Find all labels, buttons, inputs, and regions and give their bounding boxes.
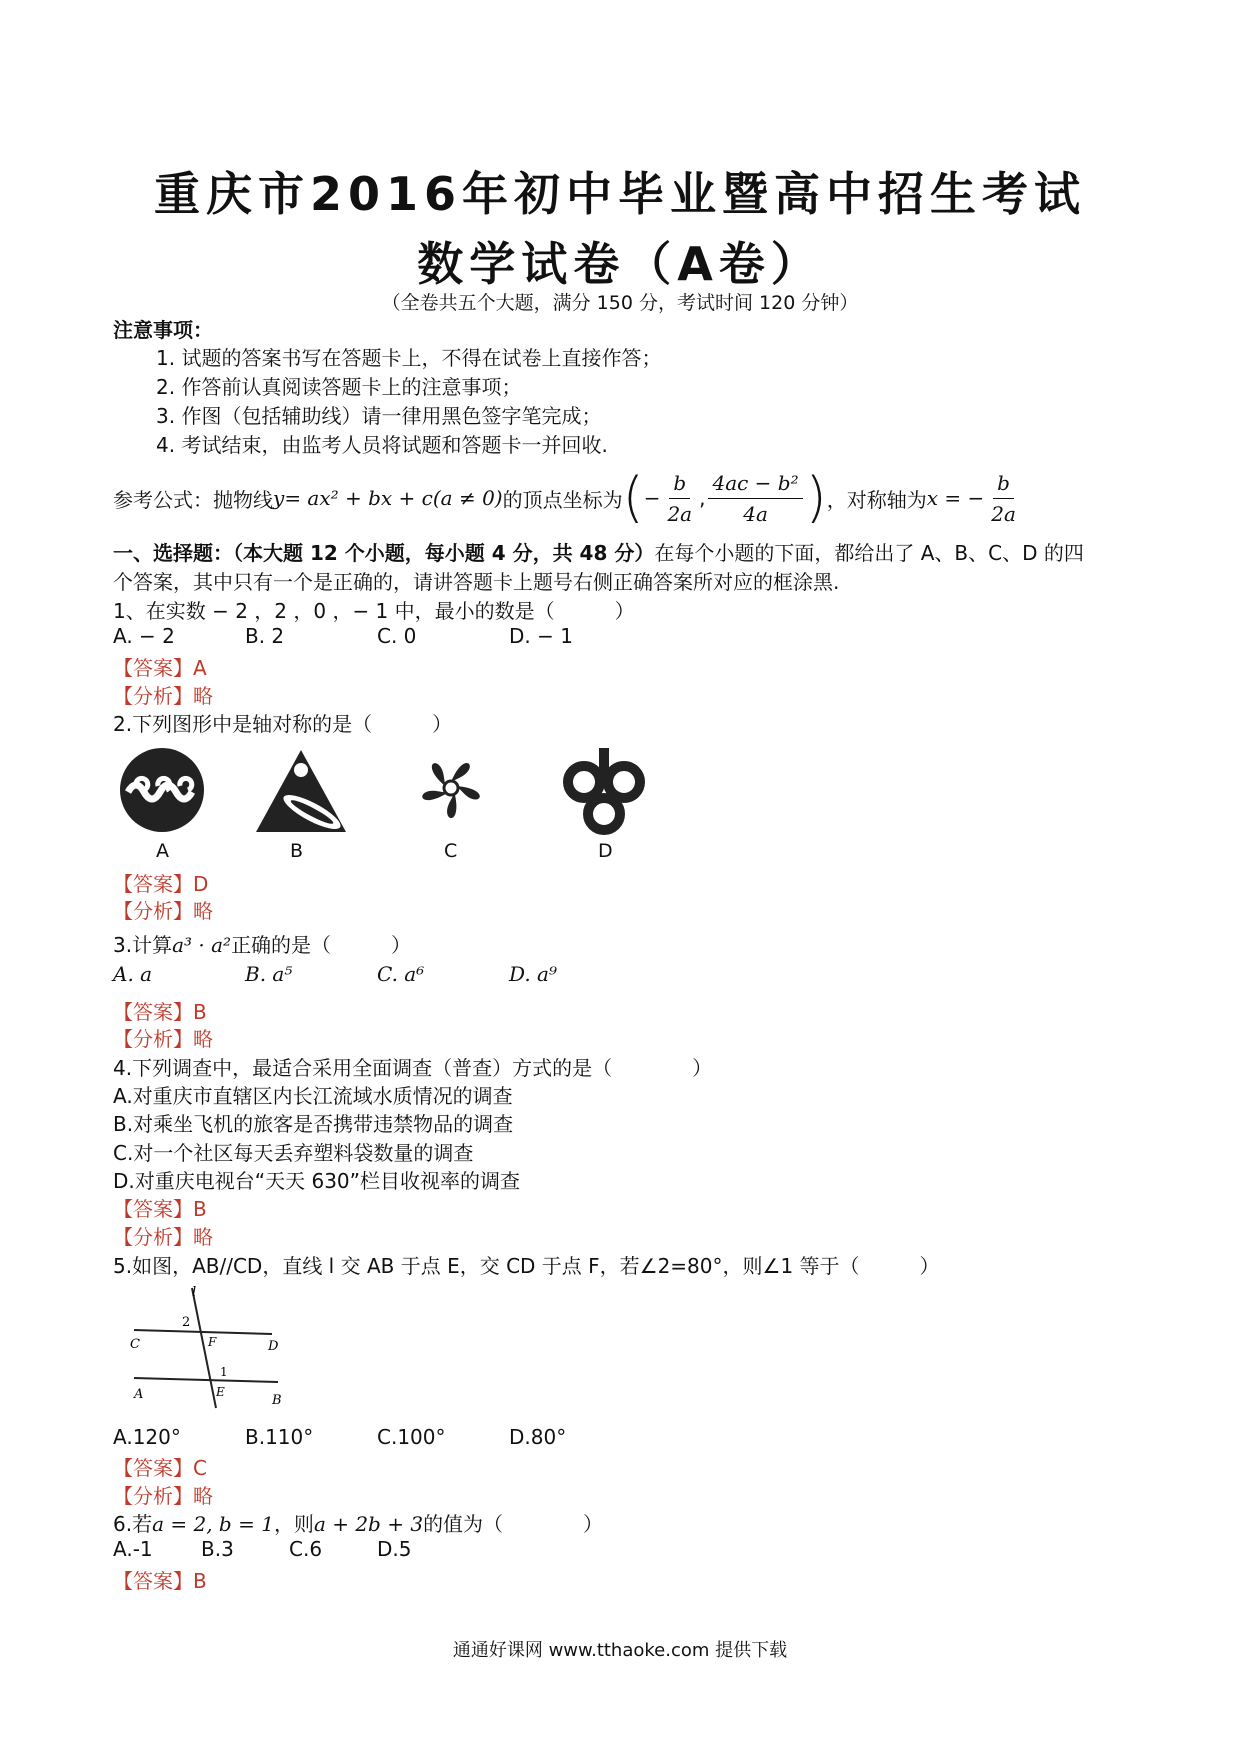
page-footer: 通通好课网 www.tthaoke.com 提供下载 xyxy=(452,1640,788,1661)
fig-label-e: E xyxy=(216,1385,225,1399)
question-3-stem: 3.计算a³ · a²正确的是（ ） xyxy=(113,933,412,957)
q4-option-c: C.对一个社区每天丢弃塑料袋数量的调查 xyxy=(113,1141,474,1165)
notice-item: 3. 作图（包括辅助线）请一律用黑色签字笔完成； xyxy=(156,404,602,428)
formula-vertex-text: 的顶点坐标为 xyxy=(502,487,623,512)
formula-prefix: 参考公式：抛物线 xyxy=(113,487,273,512)
formula-axis-x: x = − xyxy=(926,486,985,510)
fraction-axis: $\frac{b}{2a}$ xyxy=(991,470,1016,526)
q5-option-d: D.80° xyxy=(509,1425,567,1449)
q5-option-a: A.120° xyxy=(113,1425,181,1449)
figure-d-rings xyxy=(558,744,650,836)
q6-option-b: B.3 xyxy=(201,1537,234,1561)
figure-c-label: C xyxy=(444,840,458,862)
right-paren: ) xyxy=(805,466,827,529)
notice-item: 1. 试题的答案书写在答题卡上，不得在试卷上直接作答； xyxy=(156,346,662,370)
q6-option-a: A.-1 xyxy=(113,1537,153,1561)
question-4-stem: 4.下列调查中，最适合采用全面调查（普查）方式的是（ ） xyxy=(113,1056,713,1080)
q3-option-a: A. a xyxy=(113,962,153,986)
question-5-stem: 5.如图，AB//CD，直线 l 交 AB 于点 E，交 CD 于点 F，若∠2=80°，则∠1 等于（ ） xyxy=(113,1254,940,1278)
q1-analysis: 【分析】略 xyxy=(113,684,213,708)
figure-a-label: A xyxy=(156,840,169,862)
figure-b-triangle xyxy=(252,746,350,836)
q4-answer: 【答案】B xyxy=(113,1197,207,1221)
q3-option-d: D. a⁹ xyxy=(509,962,557,986)
formula-equation: = ax² + bx + c(a ≠ 0) xyxy=(284,486,503,510)
q5-option-c: C.100° xyxy=(377,1425,446,1449)
section-intro: 在每个小题的下面，都给出了 A、B、C、D 的四 xyxy=(654,541,1084,565)
q3-answer: 【答案】B xyxy=(113,1000,207,1024)
question-1-stem: 1、在实数 − 2 ，2 ，0 ，− 1 中，最小的数是（ ） xyxy=(113,599,635,623)
q4-analysis: 【分析】略 xyxy=(113,1225,213,1249)
figure-c-pinwheel xyxy=(410,742,492,834)
formula-y: y xyxy=(273,486,285,510)
parallel-lines-figure xyxy=(120,1282,290,1412)
exam-subtitle-title: 数学试卷（A卷） xyxy=(417,237,823,291)
q1-option-c: C. 0 xyxy=(377,624,417,648)
reference-formula xyxy=(113,462,1023,534)
q5-option-b: B.110° xyxy=(245,1425,314,1449)
formula-minus: − xyxy=(643,486,661,510)
q1-option-b: B. 2 xyxy=(245,624,285,648)
q1-option-d: D. − 1 xyxy=(509,624,573,648)
q5-analysis: 【分析】略 xyxy=(113,1484,213,1508)
formula-axis-text: ，对称轴为 xyxy=(826,487,927,512)
notice-heading: 注意事项： xyxy=(113,318,213,342)
fig-label-f: F xyxy=(208,1335,217,1349)
q3-option-c: C. a⁶ xyxy=(377,962,425,986)
section-title: 一、选择题：（本大题 12 个小题，每小题 4 分，共 48 分） xyxy=(113,541,655,565)
fig-label-1: 1 xyxy=(220,1365,228,1379)
fig-label-c: C xyxy=(130,1337,140,1352)
notice-item: 2. 作答前认真阅读答题卡上的注意事项； xyxy=(156,375,522,399)
q2-answer: 【答案】D xyxy=(113,872,209,896)
q3-analysis: 【分析】略 xyxy=(113,1027,213,1051)
fraction-b-2a: $\frac{b}{2a}$ xyxy=(667,470,693,526)
q1-answer: 【答案】A xyxy=(113,656,207,680)
fig-label-2: 2 xyxy=(182,1315,191,1330)
q6-option-c: C.6 xyxy=(289,1537,323,1561)
left-paren: ( xyxy=(622,466,644,529)
notice-item: 4. 考试结束，由监考人员将试题和答题卡一并回收. xyxy=(156,433,608,457)
exam-title: 重庆市2016年初中毕业暨高中招生考试 xyxy=(153,167,1087,221)
q6-answer: 【答案】B xyxy=(113,1569,207,1593)
q5-answer: 【答案】C xyxy=(113,1456,207,1480)
exam-info: （全卷共五个大题，满分 150 分，考试时间 120 分钟） xyxy=(381,292,859,314)
fraction-4ac: $\frac{\text{4ac − b²}}{4a}$ xyxy=(708,470,802,527)
q3-option-b: B. a⁵ xyxy=(245,962,293,986)
q2-analysis: 【分析】略 xyxy=(113,899,213,923)
question-2-stem: 2.下列图形中是轴对称的是（ ） xyxy=(113,712,453,736)
q4-option-b: B.对乘坐飞机的旅客是否携带违禁物品的调查 xyxy=(113,1112,514,1136)
q4-option-a: A.对重庆市直辖区内长江流域水质情况的调查 xyxy=(113,1084,513,1108)
fig-label-l: l xyxy=(192,1285,197,1300)
question-6-stem: 6.若a = 2, b = 1，则a + 2b + 3的值为（ ） xyxy=(113,1512,604,1536)
fig-label-a: A xyxy=(134,1387,144,1402)
q1-option-a: A. − 2 xyxy=(113,624,175,648)
figure-b-label: B xyxy=(290,840,304,862)
q4-option-d: D.对重庆电视台“天天 630”栏目收视率的调查 xyxy=(113,1169,521,1193)
figure-d-label: D xyxy=(598,840,613,862)
section-intro-line2: 个答案，其中只有一个是正确的，请讲答题卡上题号右侧正确答案所对应的框涂黑. xyxy=(113,570,840,594)
q6-option-d: D.5 xyxy=(377,1537,412,1561)
formula-comma: , xyxy=(699,486,706,510)
section-heading xyxy=(113,537,1084,566)
figure-a-wave-circle xyxy=(118,746,206,834)
fig-label-d: D xyxy=(268,1339,279,1354)
fig-label-b: B xyxy=(272,1393,282,1408)
